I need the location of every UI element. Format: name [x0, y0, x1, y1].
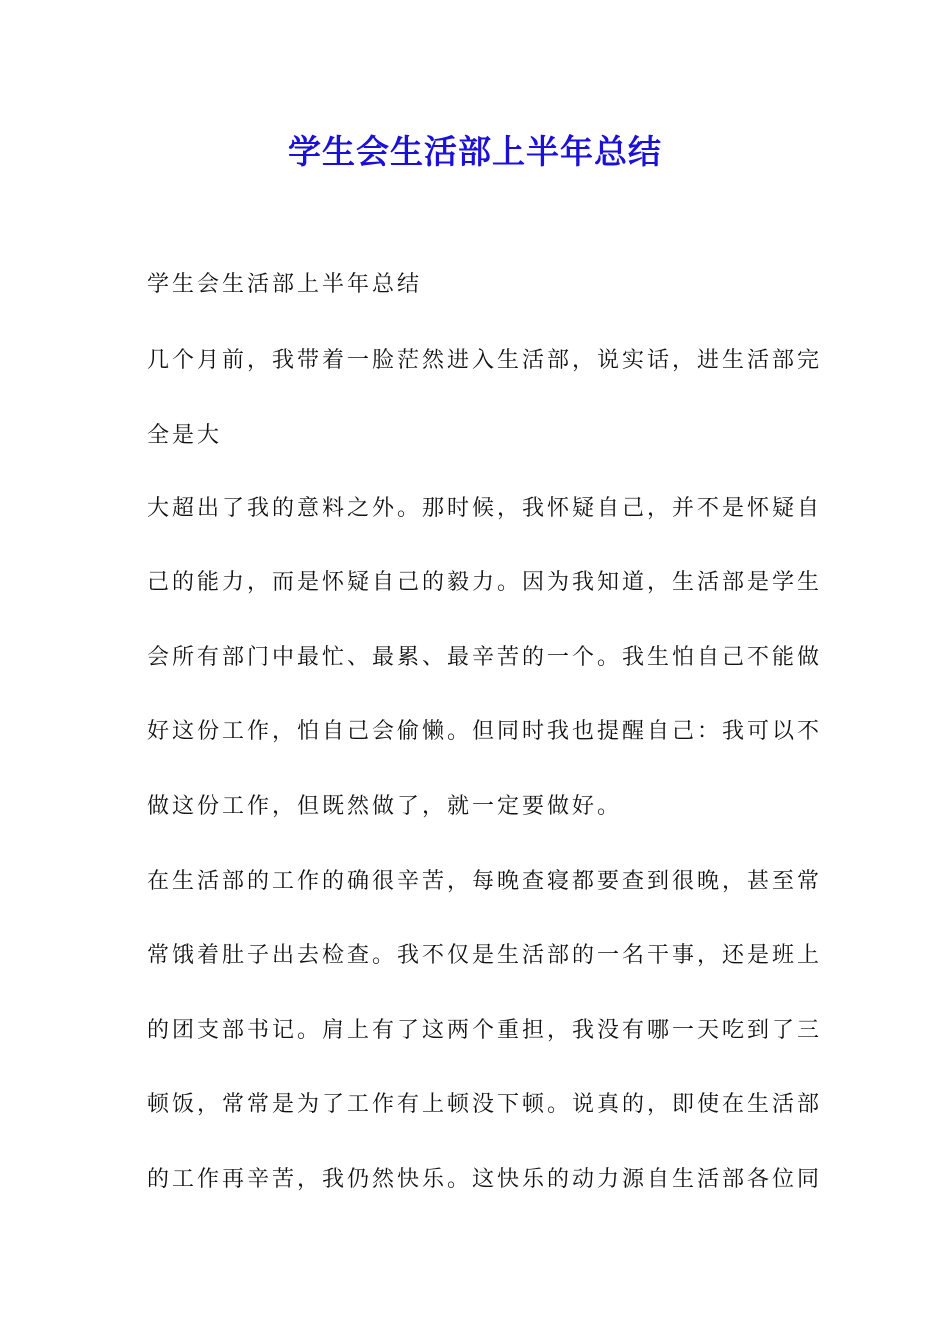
body-line: 己的能力，而是怀疑自己的毅力。因为我知道，生活部是学生	[147, 570, 823, 595]
body-line: 的工作再辛苦，我仍然快乐。这快乐的动力源自生活部各位同	[147, 1167, 823, 1192]
body-line: 会所有部门中最忙、最累、最辛苦的一个。我生怕自己不能做	[147, 645, 823, 670]
body-line: 常饿着肚子出去检查。我不仅是生活部的一名干事，还是班上	[147, 943, 823, 968]
body-line: 在生活部的工作的确很辛苦，每晚查寝都要查到很晚，甚至常	[147, 869, 823, 894]
body-line: 做这份工作，但既然做了，就一定要做好。	[147, 794, 623, 819]
body-line: 学生会生活部上半年总结	[147, 272, 423, 297]
body-line: 几个月前，我带着一脸茫然进入生活部，说实话，进生活部完	[147, 348, 823, 373]
body-line: 好这份工作，怕自己会偷懒。但同时我也提醒自己：我可以不	[147, 719, 823, 744]
document-title: 学生会生活部上半年总结	[288, 132, 662, 171]
body-line: 的团支部书记。肩上有了这两个重担，我没有哪一天吃到了三	[147, 1018, 823, 1043]
body-line: 顿饭，常常是为了工作有上顿没下顿。说真的，即使在生活部	[147, 1092, 823, 1117]
body-line: 大超出了我的意料之外。那时候，我怀疑自己，并不是怀疑自	[147, 496, 823, 521]
body-line: 全是大	[147, 423, 223, 448]
